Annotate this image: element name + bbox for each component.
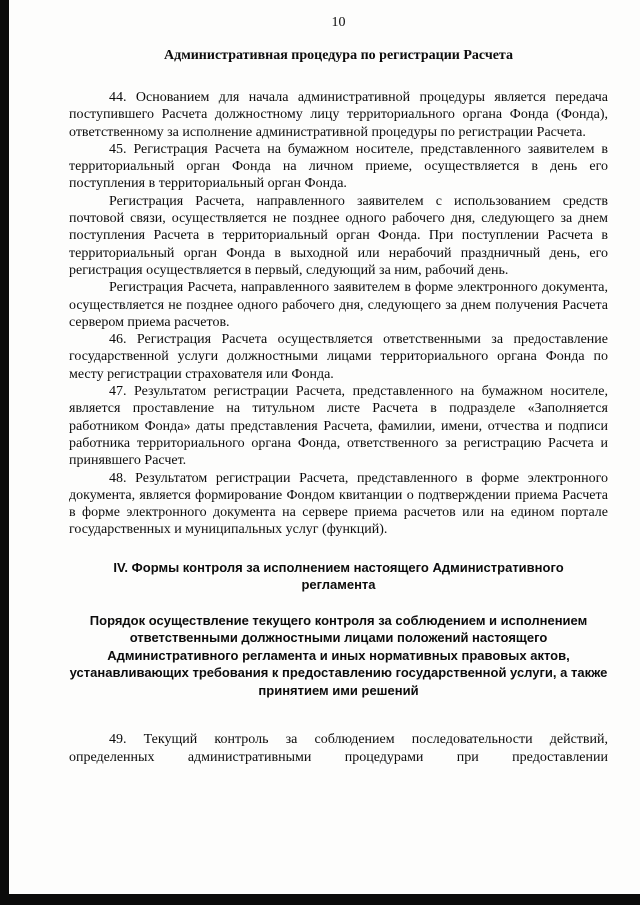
control-order-subheading: Порядок осуществление текущего контроля за соблюдением и исполнением ответственными должностными лицами положений настоящего Административного регламента и иных нормативных правовых актов, устанавливающих требования к предоставлению государственной услуги, а также принятием ими решений xyxy=(69,612,608,698)
paragraph-49: 49. Текущий контроль за соблюдением последовательности действий, определенных административными процедурами при предоставлении xyxy=(69,732,608,765)
paragraph-48: 48. Результатом регистрации Расчета, представленного в форме электронного документа, является формирование Фондом квитанции о подтверждении приема Расчета в форме электронного документа на сервере приема расчетов или на едином портале государственных и муниципальных услуг (функций). xyxy=(69,470,608,538)
section-iv-heading: IV. Формы контроля за исполнением настоящего Административного регламента xyxy=(113,559,564,592)
paragraph-46: 46. Регистрация Расчета осуществляется ответственными за предоставление государственной услуги должностными лицами территориального органа Фонда по месту регистрации страхователя или Фонда. xyxy=(69,332,608,382)
paragraph-44: 44. Основанием для начала административной процедуры является передача поступившего Расчета должностному лицу территориального органа Фонда (Фонда), ответственному за исполнение административной процедуры по регистрации Расчета. xyxy=(69,90,608,140)
paragraph-45-postal: Регистрация Расчета, направленного заявителем с использованием средств почтовой связи, осуществляется не позднее одного рабочего дня, следующего за днем поступления Расчета в территориальный орган Фонда. При поступлении Расчета в территориальный орган Фонда в выходной или нерабочий праздничный день, его регистрация осуществляется в первый, следующий за ним, рабочий день. xyxy=(69,193,608,278)
paragraph-47: 47. Результатом регистрации Расчета, представленного на бумажном носителе, является проставление на титульном листе Расчета в подразделе «Заполняется работником Фонда» даты представления Расчета, фамилии, имени, отчества и подписи работника территориального органа Фонда, ответственного за регистрацию Расчета и принявшего Расчет. xyxy=(69,384,608,469)
scan-border-left xyxy=(0,0,9,905)
page-content xyxy=(69,15,608,766)
paragraph-45-electronic: Регистрация Расчета, направленного заявителем в форме электронного документа, осуществляется не позднее одного рабочего дня, следующего за днем получения Расчета сервером приема расчетов. xyxy=(69,280,608,330)
procedure-title: Административная процедура по регистрации Расчета xyxy=(164,48,513,63)
page-number: 10 xyxy=(331,15,346,30)
paragraph-45: 45. Регистрация Расчета на бумажном носителе, представленного заявителем в территориальный орган Фонда на личном приеме, осуществляется в день его поступления в территориальный орган Фонда. xyxy=(69,141,608,192)
scan-border-bottom xyxy=(0,894,640,905)
